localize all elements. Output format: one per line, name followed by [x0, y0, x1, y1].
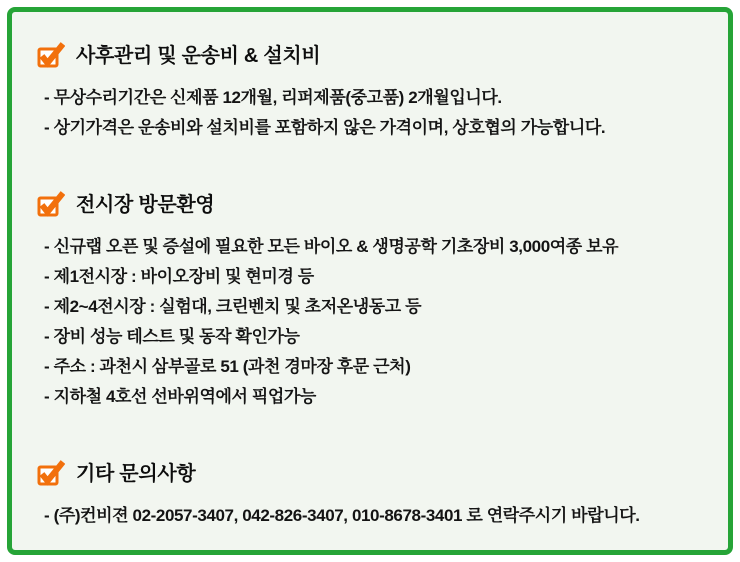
section-header [37, 191, 710, 218]
bullet-item: - 주소 : 과천시 삼부골로 51 (과천 경마장 후문 근처) [44, 357, 411, 376]
bullet-item: - 지하철 4호선 선바위역에서 픽업가능 [44, 387, 316, 406]
section-contact [37, 460, 710, 531]
bullet-item: - 무상수리기간은 신제품 12개월, 리퍼제품(중고품) 2개월입니다. [44, 88, 502, 107]
checkbox-checked-icon [37, 460, 65, 487]
bullet-item: - 제2~4전시장 : 실험대, 크린벤치 및 초저온냉동고 등 [44, 297, 422, 316]
section-showroom [37, 191, 710, 412]
section-items [37, 232, 710, 412]
section-aftercare [37, 42, 710, 143]
section-items [37, 501, 710, 531]
section-title: 사후관리 및 운송비 & 설치비 [76, 44, 321, 67]
checkbox-checked-icon [37, 191, 65, 218]
section-title: 기타 문의사항 [76, 462, 196, 485]
bullet-item: - 신규랩 오픈 및 증설에 필요한 모든 바이오 & 생명공학 기초장비 3,000여종 보유 [44, 237, 619, 256]
notice-frame [7, 7, 733, 555]
section-title: 전시장 방문환영 [76, 193, 215, 216]
bullet-item: - 제1전시장 : 바이오장비 및 현미경 등 [44, 267, 314, 286]
bullet-item: - 장비 성능 테스트 및 동작 확인가능 [44, 327, 300, 346]
section-items [37, 83, 710, 143]
bullet-item: - 상기가격은 운송비와 설치비를 포함하지 않은 가격이며, 상호협의 가능합니다. [44, 118, 606, 137]
section-header [37, 42, 710, 69]
checkbox-checked-icon [37, 42, 65, 69]
section-header [37, 460, 710, 487]
bullet-item: - (주)컨비젼 02-2057-3407, 042-826-3407, 010-8678-3401 로 연락주시기 바랍니다. [44, 506, 640, 525]
